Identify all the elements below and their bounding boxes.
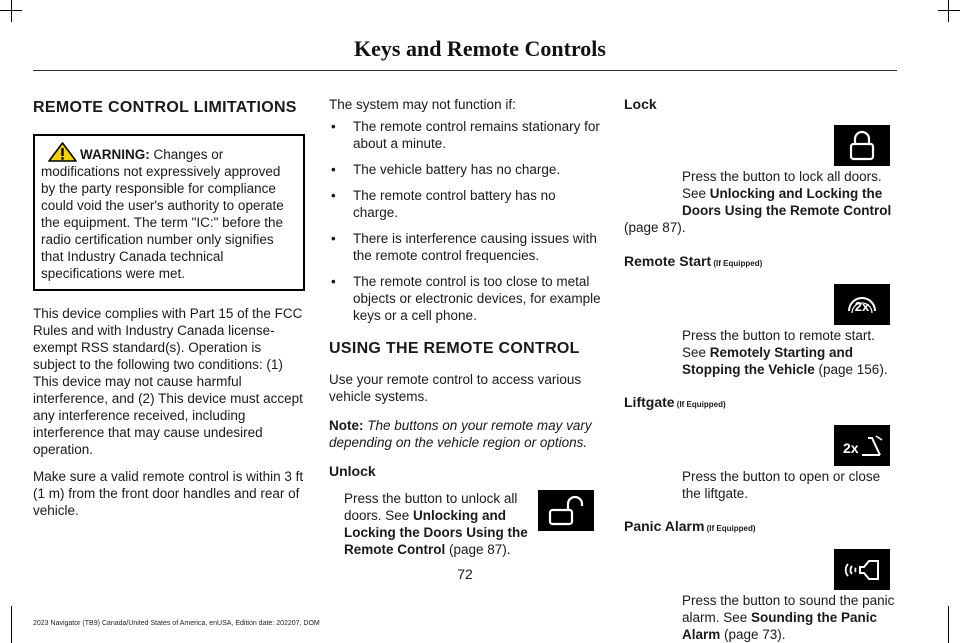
crop-mark	[948, 606, 949, 643]
lock-entry	[624, 125, 896, 236]
list-item: • The remote control is too close to metal objects or electronic devices, for example keys or a cell phone.	[329, 273, 601, 324]
page-number: 72	[457, 566, 473, 582]
remote-start-entry	[624, 284, 896, 378]
panic-title: Panic Alarm	[624, 518, 705, 534]
crop-mark	[11, 606, 12, 643]
lock-link[interactable]: Unlocking and Locking the Doors Using the Remote Control	[682, 186, 892, 218]
crop-mark	[948, 0, 949, 22]
list-item: • There is interference causing issues with the remote control frequencies.	[329, 230, 601, 264]
note-label: Note:	[329, 418, 364, 433]
panic-entry	[624, 549, 896, 643]
section-heading-using-remote: USING THE REMOTE CONTROL	[329, 340, 580, 357]
header-divider	[33, 70, 897, 71]
column-left	[33, 96, 305, 529]
note-paragraph	[329, 417, 601, 451]
liftgate-button-icon	[834, 425, 890, 466]
panic-page-ref: (page 73).	[720, 627, 786, 642]
unlock-text: Press the button to unlock all doors. See	[344, 491, 518, 523]
list-item: • The vehicle battery has no charge.	[329, 161, 601, 178]
warning-text: Changes or modifications not expressively approved by the party responsible for compliance could void the user's authority to operate the equipment. The term "IC:" before the radio certification number only signifies that Industry Canada technical specifications were met.	[41, 147, 284, 281]
unlock-entry	[329, 490, 601, 558]
unlock-description	[344, 490, 530, 558]
column-right	[624, 96, 896, 643]
liftgate-equipped: (If Equipped)	[674, 400, 726, 409]
crop-mark	[11, 0, 12, 22]
range-paragraph: Make sure a valid remote control is within 3 ft (1 m) from the front door handles and rear of vehicle.	[33, 469, 304, 518]
remote-start-link[interactable]: Remotely Starting and Stopping the Vehicle	[682, 345, 854, 377]
liftgate-description: Press the button to open or close the liftgate.	[682, 469, 881, 501]
panic-heading	[624, 518, 896, 537]
warning-triangle-icon	[48, 142, 77, 162]
list-item: • The remote control remains stationary for about a minute.	[329, 118, 601, 152]
page-header-title: Keys and Remote Controls	[354, 36, 606, 61]
remote-start-button-icon	[834, 284, 890, 325]
remote-start-page-ref: (page 156).	[814, 362, 888, 377]
crop-mark	[938, 10, 960, 11]
lock-button-icon	[834, 125, 890, 166]
note-text: The buttons on your remote may vary depending on the vehicle region or options.	[329, 418, 592, 450]
using-remote-paragraph: Use your remote control to access various vehicle systems.	[329, 372, 582, 404]
warning-label: WARNING:	[80, 147, 150, 162]
lock-description	[682, 168, 896, 219]
unlock-page-ref: (page 87).	[445, 542, 511, 557]
remote-start-icon-label: 2x	[854, 298, 870, 314]
unlock-link[interactable]: Unlocking and Locking the Doors Using the Remote Control	[344, 508, 528, 557]
remote-start-text: Press the button to remote start. See	[682, 328, 875, 360]
liftgate-icon-label: 2x	[843, 439, 859, 456]
warning-box	[33, 134, 305, 291]
unlock-heading: Unlock	[329, 463, 376, 479]
section-heading-limitations: REMOTE CONTROL LIMITATIONS	[33, 99, 297, 116]
lock-page-ref: (page 87).	[624, 220, 686, 235]
list-item: • The remote control battery has no charge.	[329, 187, 601, 221]
footer-edition: 2023 Navigator (TB9) Canada/United States of America, enUSA, Edition date: 202207, DOM	[33, 620, 320, 627]
limitations-intro: The system may not function if:	[329, 97, 516, 112]
remote-start-title: Remote Start	[624, 253, 712, 269]
lock-heading: Lock	[624, 96, 657, 112]
lock-text: Press the button to lock all doors. See	[682, 169, 882, 201]
column-middle	[329, 96, 601, 572]
panic-description	[682, 592, 896, 643]
liftgate-entry	[624, 425, 896, 502]
panic-text: Press the button to sound the panic alarm. See	[682, 593, 895, 625]
liftgate-heading	[624, 394, 896, 413]
fcc-paragraph: This device complies with Part 15 of the FCC Rules and with Industry Canada license-exempt RSS standard(s). Operation is subject to the following two conditions: (1) This device may not cause harmful interference, and (2) This device must accept any interference received, including interference that may cause undesired operation.	[33, 306, 303, 457]
remote-start-description	[682, 327, 896, 378]
panic-link[interactable]: Sounding the Panic Alarm	[682, 610, 878, 642]
unlock-button-icon	[538, 490, 594, 531]
liftgate-title: Liftgate	[624, 394, 675, 410]
panic-equipped: (If Equipped)	[704, 524, 756, 533]
remote-start-equipped: (If Equipped)	[711, 259, 763, 268]
remote-start-heading	[624, 253, 896, 272]
limitations-list	[329, 118, 601, 324]
